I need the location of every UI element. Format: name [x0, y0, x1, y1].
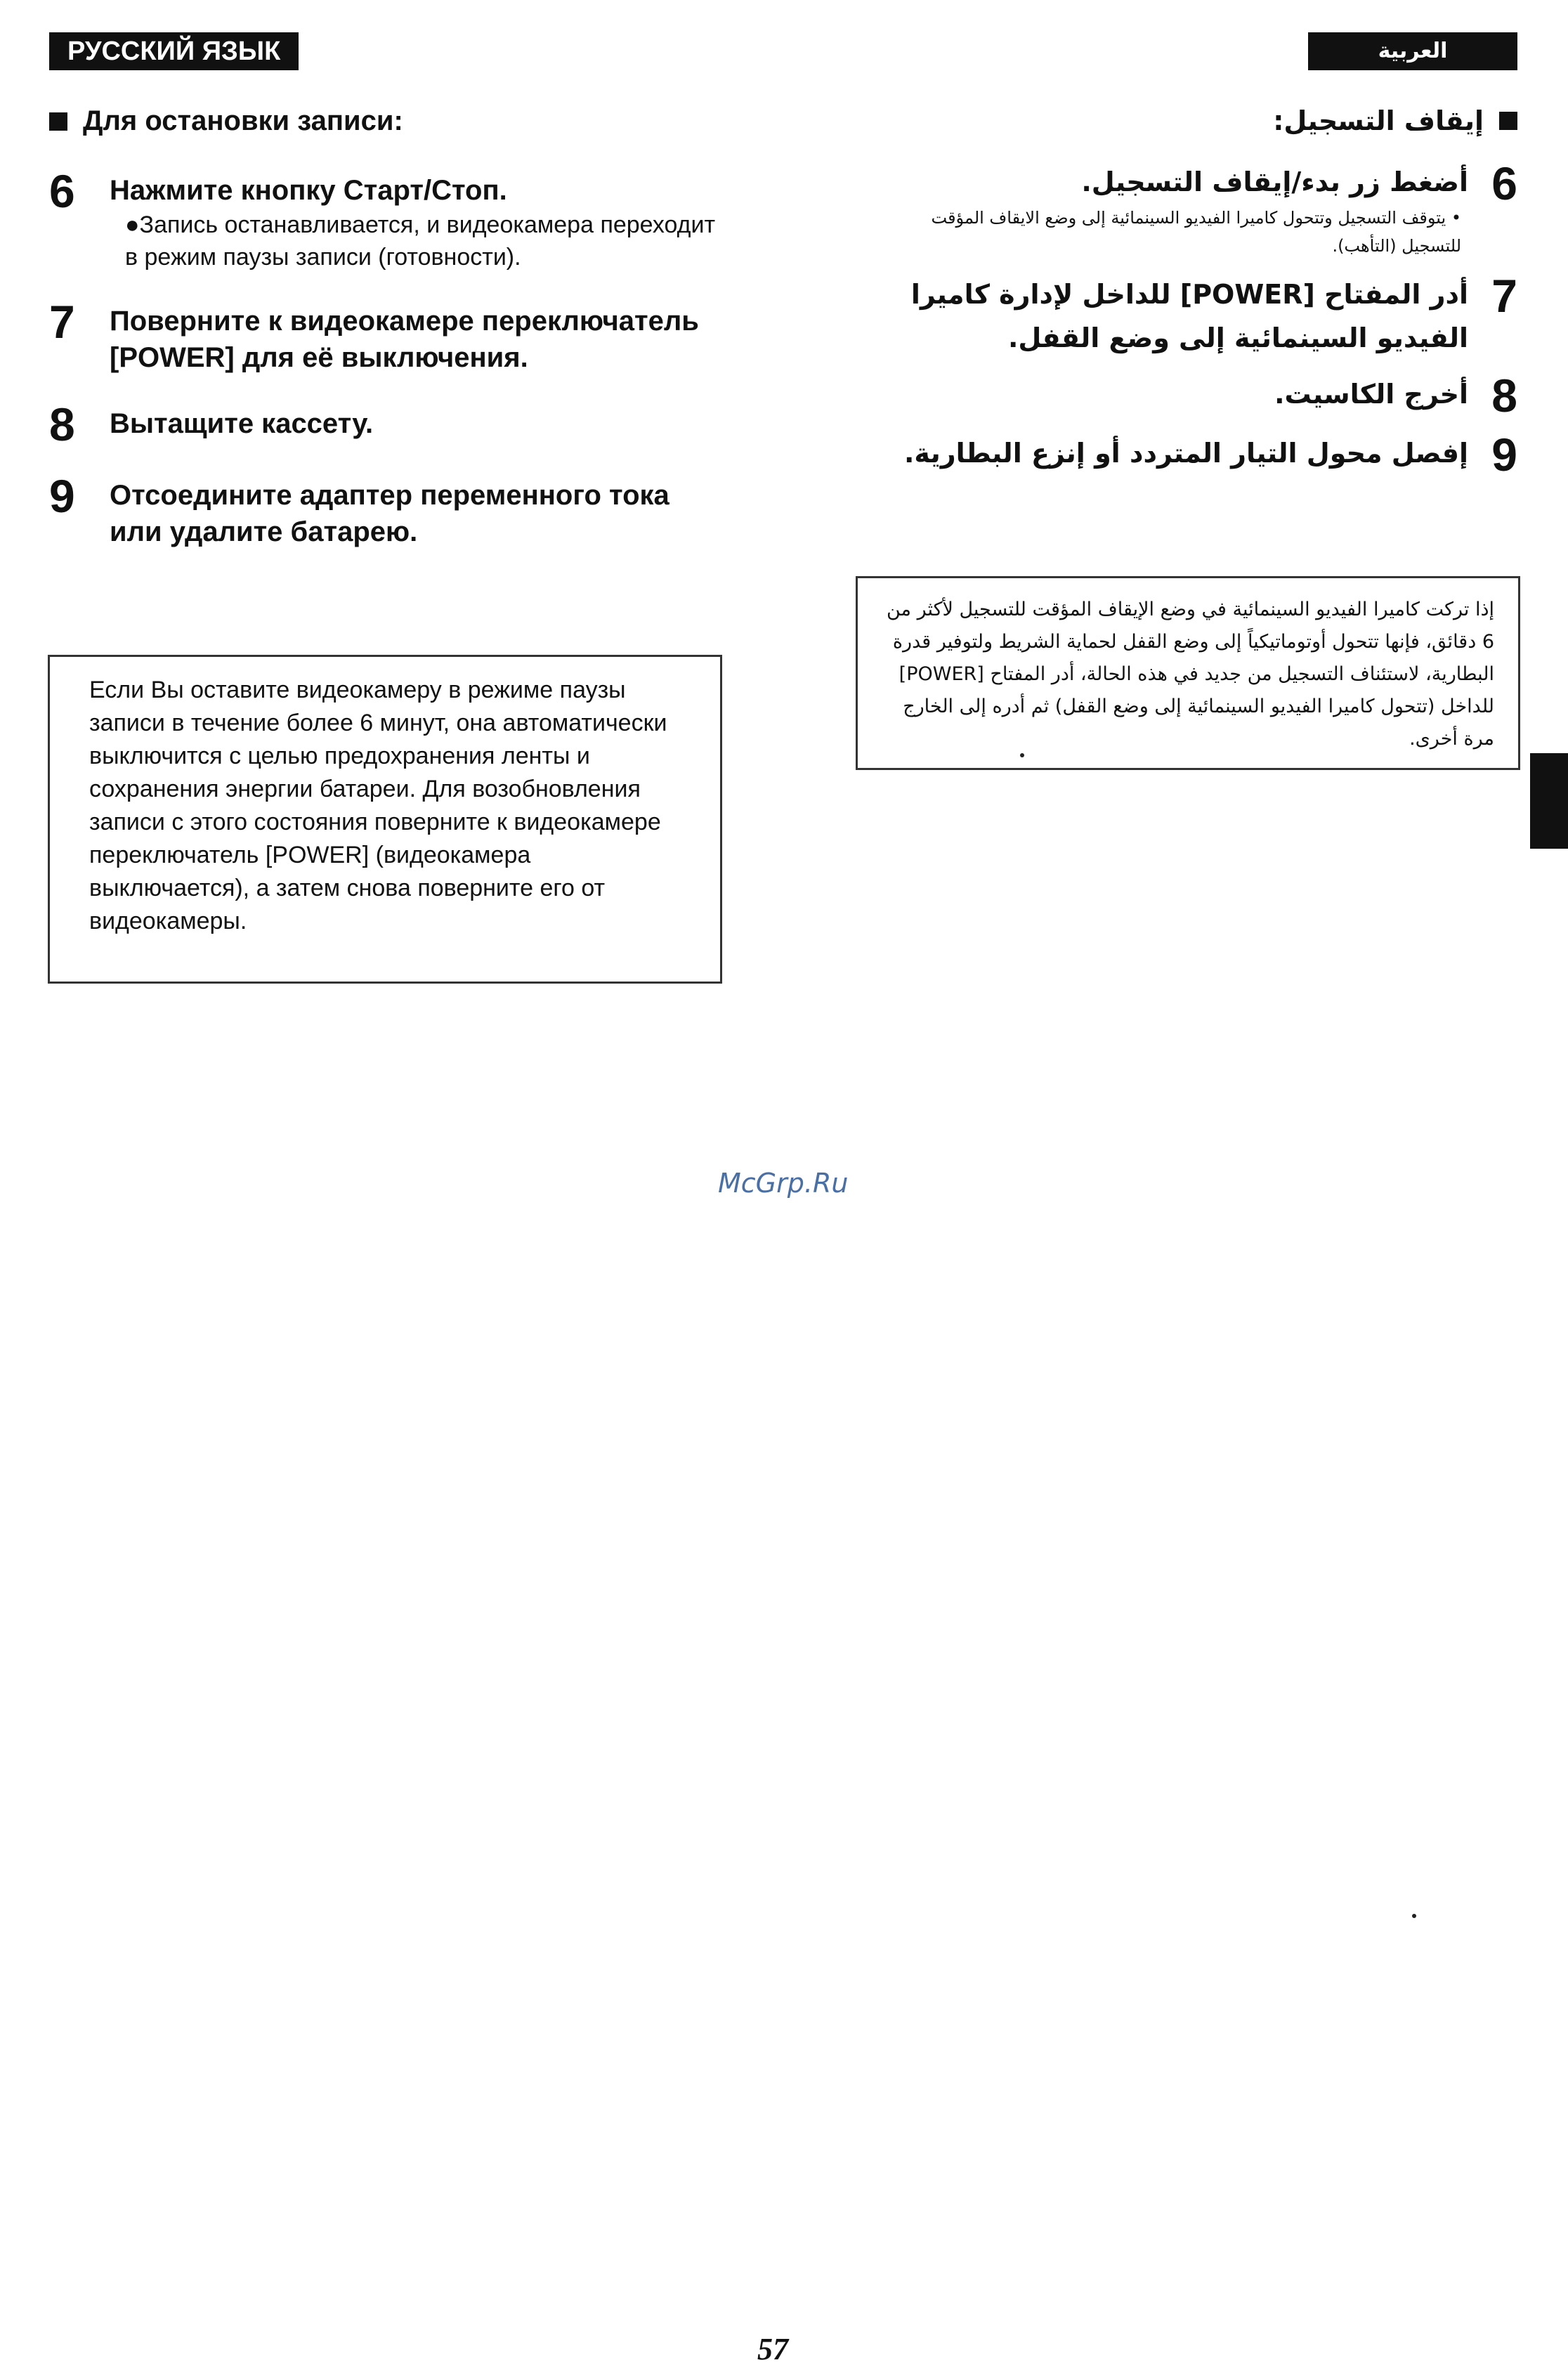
step-title: Вытащите кассету. [110, 408, 374, 439]
ar-note-box: إذا تركت كاميرا الفيديو السينمائية في وضع الإيقاف المؤقت للتسجيل لأكثر من 6 دقائق، فإنها تتحول أوتوماتيكياً إلى وضع القفل لحماية الشريط ولتوفير قدرة البطارية، لاستئناف التسجيل من جديد في هذه الحالة، أدر المفتاح [POWER] للداخل (تتحول كاميرا الفيديو السينمائية إلى وضع القفل) ثم أدره إلى الخارج مرة أخرى. [856, 576, 1520, 770]
step-title: إفصل محول التيار المتردد أو إنزع البطارية. [904, 438, 1468, 469]
step-number: 8 [49, 398, 75, 450]
ru-step [49, 165, 724, 273]
ar-step [878, 157, 1517, 260]
arabic-column [878, 105, 1517, 490]
ru-step [49, 398, 724, 450]
square-bullet-icon [1499, 112, 1517, 130]
side-thumb-tab [1530, 753, 1568, 849]
step-number: 8 [1491, 370, 1517, 422]
step-note: ●Запись останавливается, и видеокамера переходит в режим паузы записи (готовности). [125, 211, 716, 270]
step-number: 7 [49, 296, 75, 348]
ru-step [49, 470, 724, 550]
speck-dot [1020, 753, 1024, 757]
ar-section-title-text: إيقاف التسجيل: [1273, 105, 1484, 136]
ru-section-title [49, 105, 724, 137]
russian-column [49, 105, 724, 575]
step-title: Отсоедините адаптер переменного тока или удалите батарею. [110, 480, 669, 547]
ar-step [878, 429, 1517, 481]
step-number: 6 [1491, 157, 1517, 209]
ar-step [878, 270, 1517, 360]
step-title: Поверните к видеокамере переключатель [POWER] для её выключения. [110, 306, 699, 373]
ru-note-box: Если Вы оставите видеокамеру в режиме паузы записи в течение более 6 минут, она автоматически выключится с целью предохранения ленты и сохранения энергии батареи. Для возобновления записи с этого состояния поверните к видеокамере переключатель [POWER] (видеокамера выключается), а затем снова поверните его от видеокамеры. [48, 655, 722, 984]
speck-dot [1412, 1914, 1416, 1918]
step-number: 7 [1491, 270, 1517, 322]
step-title: أدر المفتاح [POWER] للداخل لإدارة كاميرا الفيديو السينمائية إلى وضع القفل. [910, 279, 1468, 353]
watermark: McGrp.Ru [718, 1168, 849, 1199]
step-number: 9 [49, 470, 75, 522]
ru-step [49, 296, 724, 376]
ar-step [878, 370, 1517, 422]
step-title: Нажмите кнопку Старт/Стоп. [110, 175, 507, 206]
ru-section-title-text: Для остановки записи: [83, 105, 403, 136]
step-number: 6 [49, 165, 75, 217]
ar-section-title [878, 105, 1517, 136]
language-tab-arabic: العربية [1308, 32, 1517, 70]
language-tab-russian: РУССКИЙ ЯЗЫК [49, 32, 299, 70]
step-number: 9 [1491, 429, 1517, 481]
step-title: أخرج الكاسيت. [1274, 379, 1468, 410]
page-number: 57 [757, 2332, 788, 2366]
square-bullet-icon [49, 112, 67, 131]
step-title: أضغط زر بدء/إيقاف التسجيل. [1081, 167, 1468, 197]
step-note: • يتوقف التسجيل وتتحول كاميرا الفيديو السينمائية إلى وضع الايقاف المؤقت للتسجيل (التأهب). [931, 208, 1461, 256]
